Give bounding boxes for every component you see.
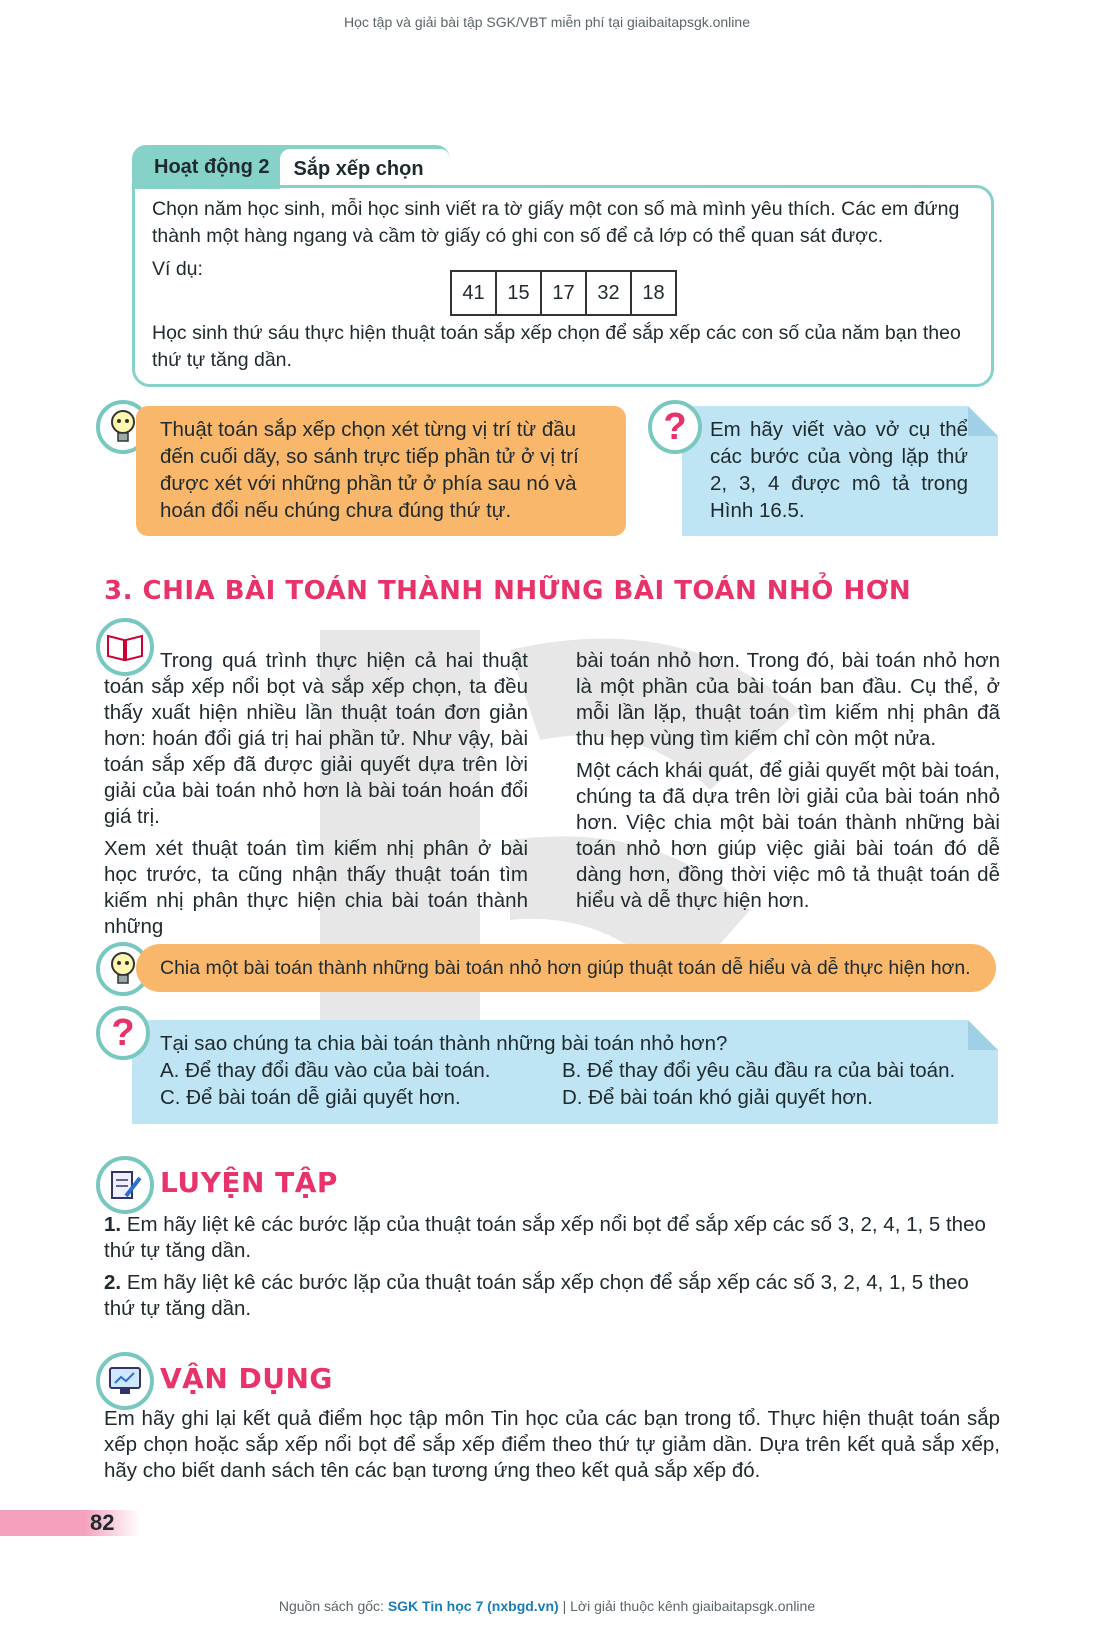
footer-prefix: Nguồn sách gốc: [278, 1598, 388, 1614]
section-right-column [576, 648, 1000, 920]
number-cell: 17 [542, 272, 587, 314]
notepad-pen-icon [96, 1156, 154, 1214]
apply-title: VẬN DỤNG [160, 1362, 333, 1395]
right-paragraph-2: Một cách khái quát, để giải quyết một bài toán, chúng ta đã dựa trên lời giải của bài toán nhỏ hơn. Việc chia một bài toán thành những bài toán nhỏ hơn giúp việc giải bài toán đó dễ dàng hơn, đồng thời việc mô tả thuật toán dễ hiểu và dễ thực hiện hơn. [576, 759, 1000, 912]
example-label: Ví dụ: [152, 258, 203, 280]
practice-title: LUYỆN TẬP [160, 1166, 338, 1199]
number-cell: 41 [452, 272, 497, 314]
footer-suffix: | Lời giải thuộc kênh giaibaitapsgk.online [558, 1598, 816, 1614]
apply-text: Em hãy ghi lại kết quả điểm học tập môn Tin học của các bạn trong tổ. Thực hiện thuật toán sắp xếp chọn hoặc sắp xếp nổi bọt để sắp xếp điểm theo thứ tự giảm dần. Dựa trên kết quả sắp xếp, hãy cho biết danh sách tên các bạn tương ứng theo kết quả sắp xếp đó. [104, 1407, 1000, 1482]
page-curl [968, 1020, 998, 1050]
activity-intro: Chọn năm học sinh, mỗi học sinh viết ra tờ giấy một con số mà mình yêu thích. Các em đứng thành một hàng ngang và cầm tờ giấy có ghi con số để cả lớp có thể quan sát được. [152, 198, 960, 247]
activity-number: Hoạt động 2 [154, 155, 270, 178]
option-a: A. Để thay đổi đầu vào của bài toán. [160, 1059, 491, 1082]
practice-item-number: 1. [104, 1213, 122, 1236]
tip-text: Thuật toán sắp xếp chọn xét từng vị trí từ đầu đến cuối dãy, so sánh trực tiếp phần tử ở vị trí được xét với những phần tử ở phía sau nó và hoán đổi nếu chúng chưa đúng thứ tự. [160, 418, 579, 522]
practice-item [104, 1212, 1000, 1264]
practice-item-text: Em hãy liệt kê các bước lặp của thuật toán sắp xếp chọn để sắp xếp các số 3, 2, 4, 1, 5 theo thứ tự tăng dần. [104, 1271, 969, 1320]
computer-icon [96, 1352, 154, 1410]
footer-source-link[interactable]: SGK Tin học 7 (nxbgd.vn) [387, 1598, 559, 1614]
number-cell: 32 [587, 272, 632, 314]
question-text: Em hãy viết vào vở cụ thể các bước của vòng lặp thứ 2, 3, 4 được mô tả trong Hình 16.5. [710, 418, 968, 522]
left-paragraph-1: Trong quá trình thực hiện cả hai thuật toán sắp xếp nổi bọt và sắp xếp chọn, ta đều thấy xuất hiện nhiều lần thuật toán đơn giản hơn: hoán đổi giá trị hai phần tử. Như vậy, bài toán sắp xếp đã được giải quyết dựa trên lời giải của bài toán nhỏ hơn là bài toán hoán đổi giá trị. [104, 649, 528, 828]
activity-task: Học sinh thứ sáu thực hiện thuật toán sắp xếp chọn để sắp xếp các con số của năm bạn theo thứ tự tăng dần. [152, 322, 961, 371]
tip2-text: Chia một bài toán thành những bài toán nhỏ hơn giúp thuật toán dễ hiểu và dễ thực hiện hơn. [160, 957, 971, 979]
option-c: C. Để bài toán dễ giải quyết hơn. [160, 1086, 461, 1109]
question2-text: Tại sao chúng ta chia bài toán thành những bài toán nhỏ hơn? [160, 1032, 728, 1055]
left-paragraph-2: Xem xét thuật toán tìm kiếm nhị phân ở bài học trước, ta cũng nhận thấy thuật toán tìm kiếm nhị phân thực hiện chia bài toán thành những [104, 837, 528, 938]
page-curl [968, 406, 998, 436]
question-mark-icon: ? [648, 400, 702, 454]
practice-item-number: 2. [104, 1271, 122, 1294]
right-paragraph-1: bài toán nhỏ hơn. Trong đó, bài toán nhỏ hơn là một phần của bài toán ban đầu. Cụ thể, ở mỗi lần lặp, thuật toán tìm kiếm nhị phân đã thu hẹp vùng tìm kiếm chỉ còn một nửa. [576, 649, 1000, 750]
option-d: D. Để bài toán khó giải quyết hơn. [562, 1086, 873, 1109]
page-number-bar [0, 1510, 140, 1536]
number-cell: 15 [497, 272, 542, 314]
practice-list [104, 1212, 1000, 1328]
question-mark-icon: ? [96, 1006, 150, 1060]
activity-title: Sắp xếp chọn [280, 149, 450, 189]
activity-tab [132, 145, 450, 189]
number-cell: 18 [642, 281, 665, 304]
number-row [450, 270, 677, 316]
practice-item-text: Em hãy liệt kê các bước lặp của thuật toán sắp xếp nổi bọt để sắp xếp các số 3, 2, 4, 1, 5 theo thứ tự tăng dần. [104, 1213, 986, 1262]
practice-item [104, 1270, 1000, 1322]
section-left-column [104, 648, 528, 946]
section-title: 3. CHIA BÀI TOÁN THÀNH NHỮNG BÀI TOÁN NHỎ HƠN [104, 576, 912, 606]
header-note: Học tập và giải bài tập SGK/VBT miễn phí tại giaibaitapsgk.online [344, 14, 750, 30]
page-number: 82 [90, 1510, 115, 1535]
option-b: B. Để thay đổi yêu cầu đầu ra của bài toán. [562, 1059, 956, 1082]
footer-note [0, 1598, 1094, 1614]
